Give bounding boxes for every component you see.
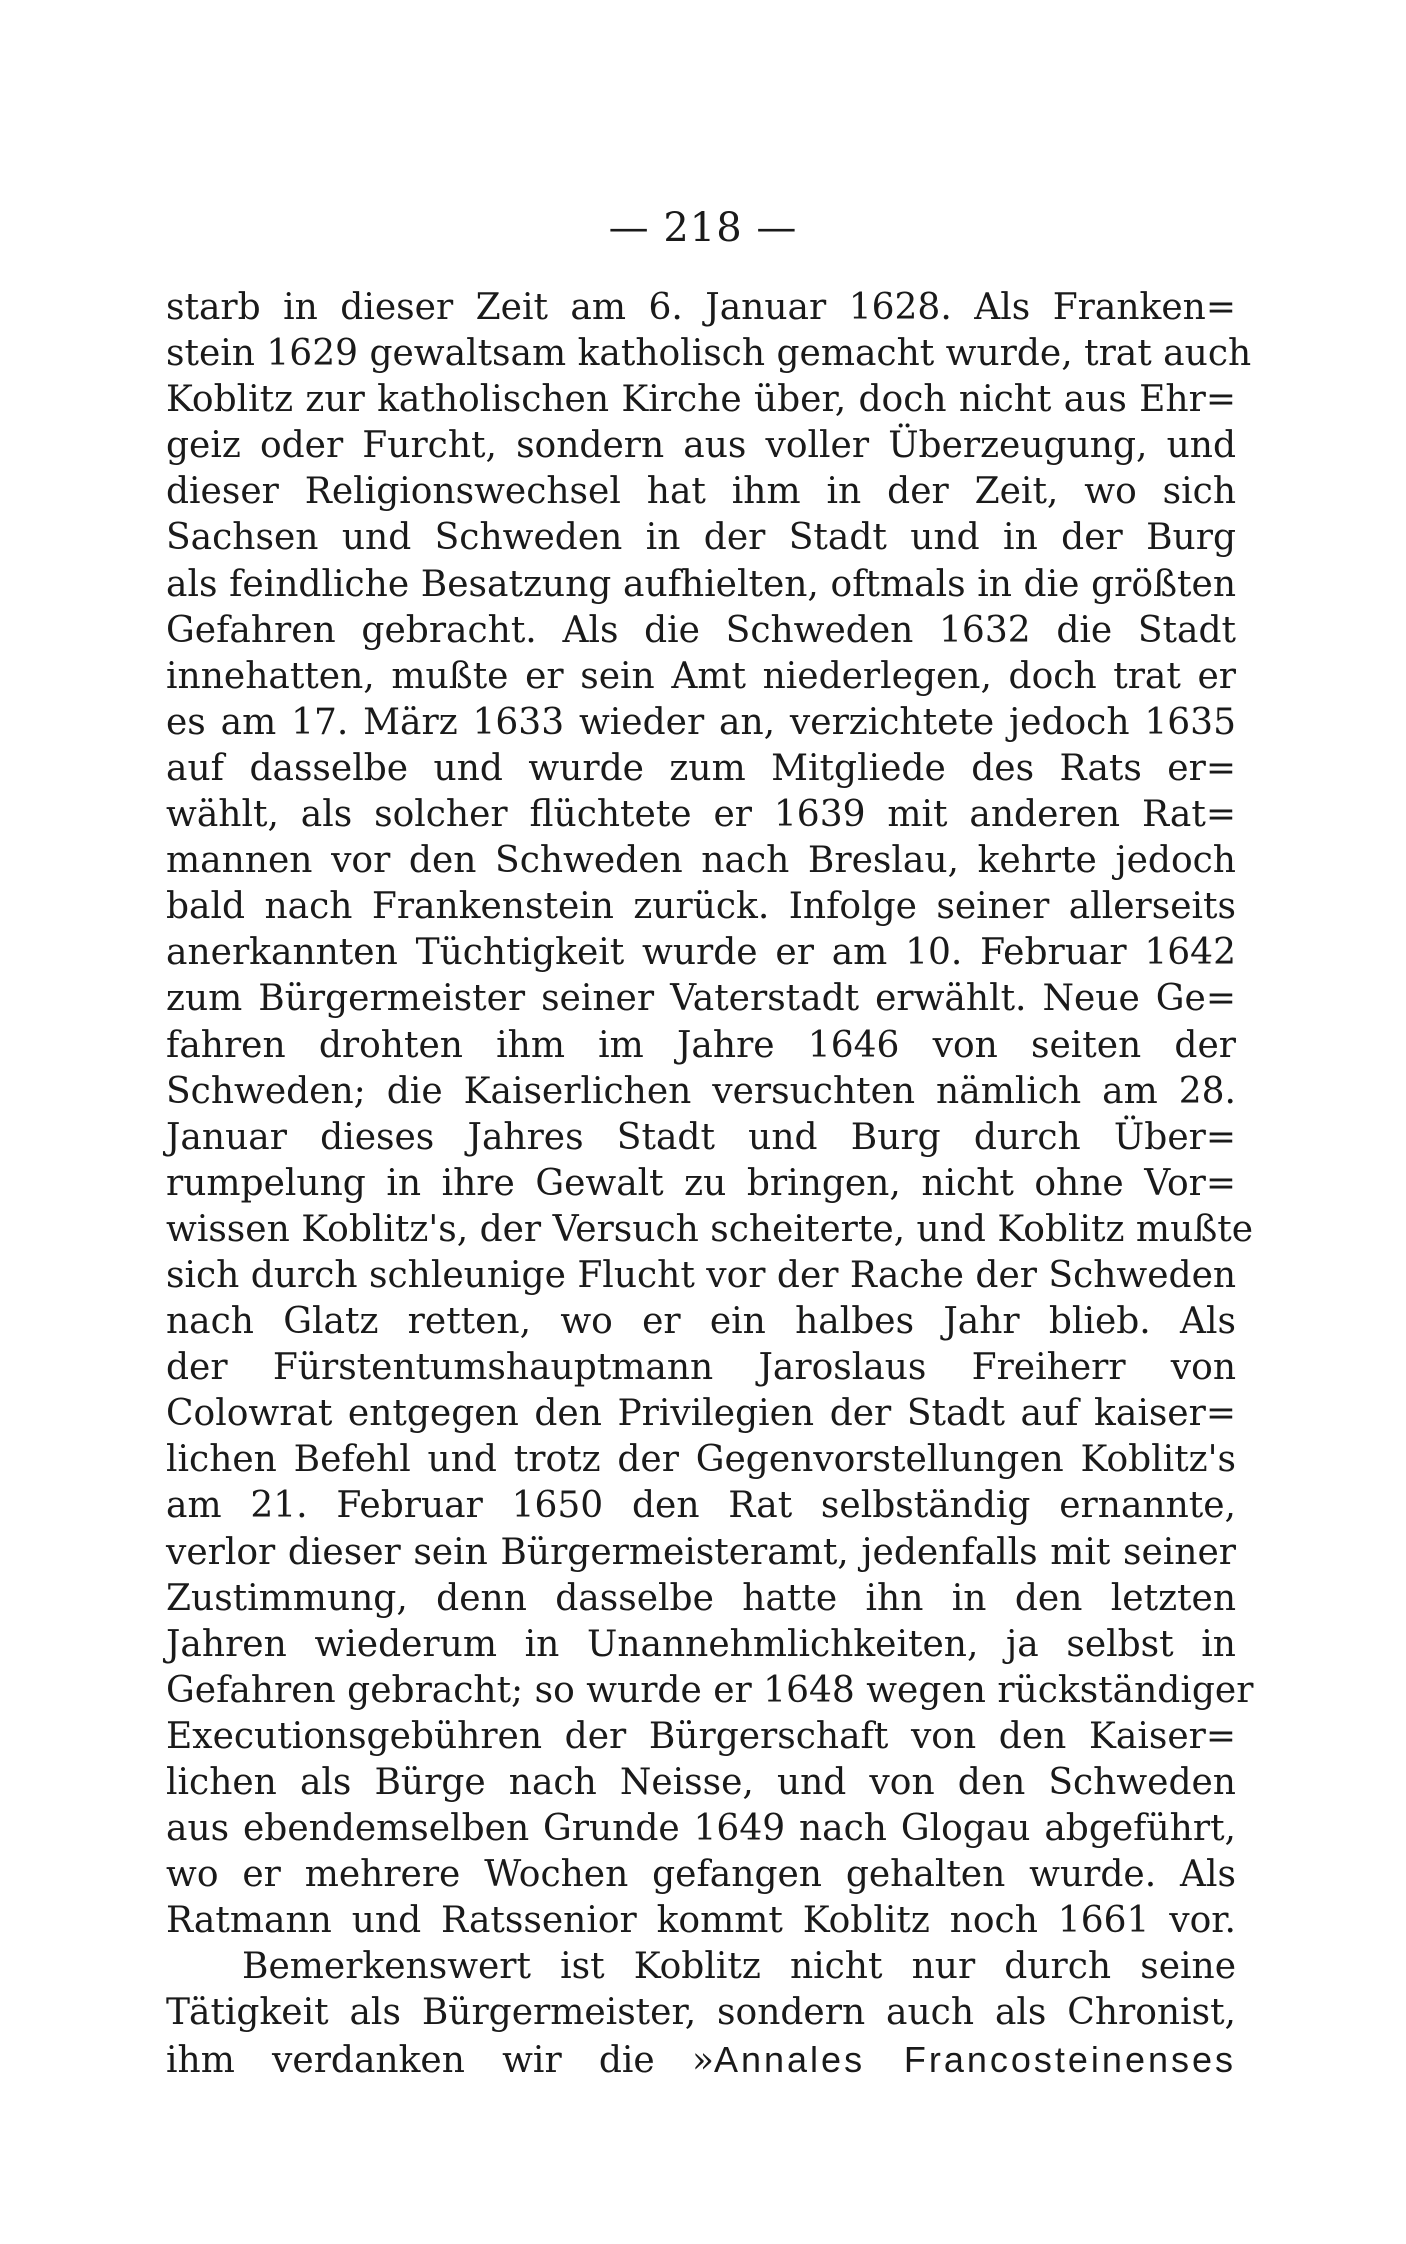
text-line: aus ebendemselben Grunde 1649 nach Glogau abgeführt, xyxy=(166,1808,1236,1850)
text-line: wo er mehrere Wochen gefangen gehalten wurde. Als xyxy=(166,1854,1236,1896)
text-line: auf dasselbe und wurde zum Mitgliede des Rats er= xyxy=(166,747,1236,789)
text-line: mannen vor den Schweden nach Breslau, kehrte jedoch xyxy=(166,840,1236,882)
text-line: Ratmann und Ratssenior kommt Koblitz noch 1661 vor. xyxy=(166,1900,1236,1942)
text-line: Januar dieses Jahres Stadt und Burg durch Über= xyxy=(166,1116,1236,1158)
text-line: sich durch schleunige Flucht vor der Rache der Schweden xyxy=(166,1254,1237,1296)
text-line: Gefahren gebracht; so wurde er 1648 wegen rückständiger xyxy=(166,1669,1254,1711)
text-line: starb in dieser Zeit am 6. Januar 1628. Als Franken= xyxy=(166,287,1236,328)
text-line: verlor dieser sein Bürgermeisteramt, jedenfalls mit seiner xyxy=(166,1531,1236,1573)
text-line: Koblitz zur katholischen Kirche über, doch nicht aus Ehr= xyxy=(166,379,1236,421)
text-line: dieser Religionswechsel hat ihm in der Zeit, wo sich xyxy=(166,471,1236,513)
text-line: nach Glatz retten, wo er ein halbes Jahr blieb. Als xyxy=(166,1301,1236,1343)
text-line: als feindliche Besatzung aufhielten, oftmals in die größten xyxy=(166,563,1236,605)
antiqua-title: Annales Francosteinenses xyxy=(713,2038,1237,2080)
text-line: stein 1629 gewaltsam katholisch gemacht wurde, trat auch xyxy=(166,333,1252,375)
text-line: fahren drohten ihm im Jahre 1646 von seiten der xyxy=(166,1024,1236,1066)
text-line: innehatten, mußte er sein Amt niederlegen, doch trat er xyxy=(166,655,1236,697)
text-line: wählt, als solcher flüchtete er 1639 mit anderen Rat= xyxy=(166,794,1236,836)
text-line: Sachsen und Schweden in der Stadt und in der Burg xyxy=(166,517,1236,559)
text-line: Jahren wiederum in Unannehmlichkeiten, ja selbst in xyxy=(166,1623,1236,1665)
paragraph-1 xyxy=(166,285,1254,1944)
text-line: bald nach Frankenstein zurück. Infolge seiner allerseits xyxy=(166,886,1236,928)
text-line: Bemerkenswert ist Koblitz nicht nur durch seine xyxy=(242,1946,1236,1988)
text-line: Executionsgebühren der Bürgerschaft von den Kaiser= xyxy=(166,1715,1236,1757)
text-fragment: ihm verdanken wir die » xyxy=(166,2039,714,2081)
text-line: Colowrat entgegen den Privilegien der Stadt auf kaiser= xyxy=(166,1393,1236,1435)
text-line: geiz oder Furcht, sondern aus voller Überzeugung, und xyxy=(166,425,1236,467)
text-line: rumpelung in ihre Gewalt zu bringen, nicht ohne Vor= xyxy=(166,1162,1236,1204)
text-line: Schweden; die Kaiserlichen versuchten nämlich am 28. xyxy=(166,1070,1236,1112)
text-line: Zustimmung, denn dasselbe hatte ihn in den letzten xyxy=(166,1577,1236,1619)
text-line: der Fürstentumshauptmann Jaroslaus Freiherr von xyxy=(166,1347,1236,1389)
text-line: am 21. Februar 1650 den Rat selbständig ernannte, xyxy=(166,1485,1236,1527)
text-line: lichen Befehl und trotz der Gegenvorstellungen Koblitz's xyxy=(166,1439,1236,1481)
text-line-final xyxy=(166,2037,1236,2083)
text-line: wissen Koblitz's, der Versuch scheiterte, und Koblitz mußte xyxy=(166,1208,1254,1250)
page-number: — 218 — xyxy=(608,205,798,251)
text-line: Gefahren gebracht. Als die Schweden 1632 die Stadt xyxy=(166,609,1236,651)
text-line: lichen als Bürge nach Neisse, und von den Schweden xyxy=(166,1762,1236,1803)
text-line: zum Bürgermeister seiner Vaterstadt erwählt. Neue Ge= xyxy=(166,978,1236,1020)
text-line: es am 17. März 1633 wieder an, verzichtete jedoch 1635 xyxy=(166,701,1236,743)
text-line: anerkannten Tüchtigkeit wurde er am 10. Februar 1642 xyxy=(166,932,1236,974)
body-text xyxy=(166,285,1254,2083)
paragraph-2 xyxy=(166,1944,1236,2082)
text-line: Tätigkeit als Bürgermeister, sondern auch als Chronist, xyxy=(166,1992,1236,2034)
